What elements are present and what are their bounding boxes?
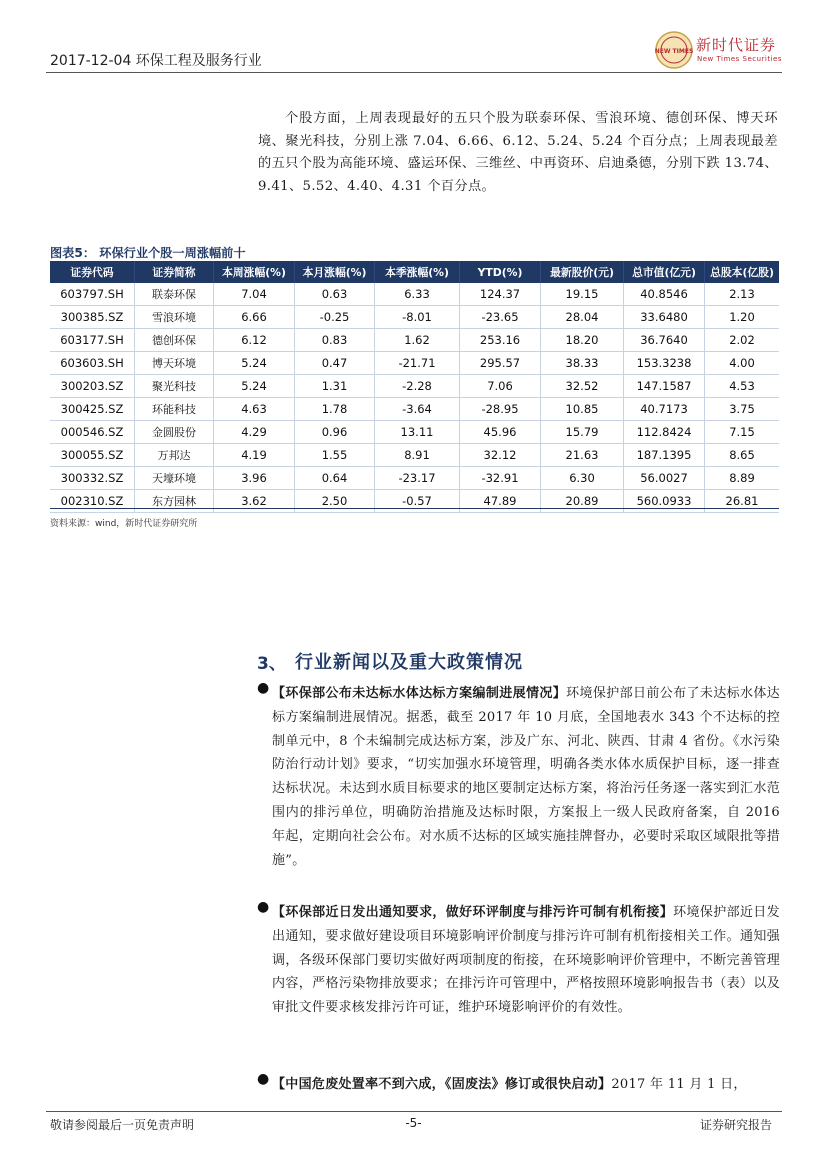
bullet-icon: ● <box>257 680 270 696</box>
table-row <box>50 398 779 421</box>
bullet-icon: ● <box>257 899 270 915</box>
news-item <box>272 1073 780 1097</box>
value-cell: 18.20 <box>541 329 624 352</box>
table-row <box>50 352 779 375</box>
stock-code-cell: 603797.SH <box>50 283 135 306</box>
value-cell: 8.65 <box>705 444 780 467</box>
column-header: 证券代码 <box>50 261 135 283</box>
value-cell: 5.24 <box>214 375 295 398</box>
news-item <box>272 682 780 872</box>
value-cell: 13.11 <box>375 421 460 444</box>
value-cell: 187.1395 <box>624 444 705 467</box>
value-cell: -3.64 <box>375 398 460 421</box>
stock-code-cell: 002310.SZ <box>50 490 135 513</box>
brand-name: 新时代证券 <box>696 36 777 54</box>
stock-code-cell: 300425.SZ <box>50 398 135 421</box>
value-cell: 8.89 <box>705 467 780 490</box>
value-cell: 4.19 <box>214 444 295 467</box>
value-cell: 32.12 <box>460 444 541 467</box>
stock-name-cell: 环能科技 <box>135 398 214 421</box>
stock-name-cell: 万邦达 <box>135 444 214 467</box>
value-cell: 6.30 <box>541 467 624 490</box>
value-cell: 0.63 <box>295 283 375 306</box>
news-item-title: 【中国危废处置率不到六成，《固废法》修订或很快启动】 <box>272 1077 612 1092</box>
stock-name-cell: 聚光科技 <box>135 375 214 398</box>
footer-disclaimer: 敬请参阅最后一页免责声明 <box>50 1118 195 1132</box>
value-cell: 4.29 <box>214 421 295 444</box>
value-cell: -2.28 <box>375 375 460 398</box>
value-cell: 40.8546 <box>624 283 705 306</box>
value-cell: 38.33 <box>541 352 624 375</box>
value-cell: 7.15 <box>705 421 780 444</box>
value-cell: 112.8424 <box>624 421 705 444</box>
stock-name-cell: 金圆股份 <box>135 421 214 444</box>
column-header: 证券简称 <box>135 261 214 283</box>
table-header-row <box>50 261 779 283</box>
value-cell: 26.81 <box>705 490 780 513</box>
value-cell: 0.83 <box>295 329 375 352</box>
logo-badge-icon <box>654 30 694 70</box>
value-cell: 124.37 <box>460 283 541 306</box>
stock-name-cell: 博天环境 <box>135 352 214 375</box>
value-cell: -23.17 <box>375 467 460 490</box>
value-cell: 5.24 <box>214 352 295 375</box>
value-cell: 7.06 <box>460 375 541 398</box>
value-cell: 3.62 <box>214 490 295 513</box>
column-header: 本季涨幅(%) <box>375 261 460 283</box>
value-cell: 28.04 <box>541 306 624 329</box>
table-row <box>50 375 779 398</box>
stock-name-cell: 德创环保 <box>135 329 214 352</box>
value-cell: 2.02 <box>705 329 780 352</box>
table-title: 图表5： 环保行业个股一周涨幅前十 <box>50 246 246 260</box>
value-cell: 0.64 <box>295 467 375 490</box>
column-header: 最新股价(元) <box>541 261 624 283</box>
value-cell: -21.71 <box>375 352 460 375</box>
value-cell: 1.62 <box>375 329 460 352</box>
bullet-icon: ● <box>257 1071 270 1087</box>
column-header: YTD(%) <box>460 261 541 283</box>
value-cell: 10.85 <box>541 398 624 421</box>
value-cell: 1.78 <box>295 398 375 421</box>
section-number: 3、 <box>257 654 286 674</box>
news-item-body: 环境保护部近日发出通知，要求做好建设项目环境影响评价制度与排污许可制有机衔接相关工作。通知强调，各级环保部门要切实做好两项制度的衔接，在环境影响评价管理中，不断完善管理内容，严格污染物排放要求；在排污许可管理中，严格按照环境影响报告书（表）以及审批文件要求核发排污许可证，维护环境影响评价的有效性。 <box>272 905 780 1016</box>
table-row <box>50 490 779 513</box>
section-title: 行业新闻以及重大政策情况 <box>295 652 523 673</box>
value-cell: 15.79 <box>541 421 624 444</box>
value-cell: 2.50 <box>295 490 375 513</box>
table-row <box>50 467 779 490</box>
value-cell: -28.95 <box>460 398 541 421</box>
column-header: 本月涨幅(%) <box>295 261 375 283</box>
stock-code-cell: 300385.SZ <box>50 306 135 329</box>
stock-name-cell: 天壕环境 <box>135 467 214 490</box>
value-cell: 560.0933 <box>624 490 705 513</box>
value-cell: -8.01 <box>375 306 460 329</box>
value-cell: 6.33 <box>375 283 460 306</box>
value-cell: 56.0027 <box>624 467 705 490</box>
brand-logo <box>654 30 782 70</box>
value-cell: 147.1587 <box>624 375 705 398</box>
value-cell: 20.89 <box>541 490 624 513</box>
news-item-body: 环境保护部日前公布了未达标水体达标方案编制进展情况。据悉，截至 2017 年 10 月底，全国地表水 343 个不达标的控制单元中，8 个未编制完成达标方案，涉及广东、河北、陕西、甘肃 4 省份。《水污染防治行动计划》要求，“切实加强水环境管理，明确各类水体水质保护目标，逐一排查达标状况。未达到水质目标要求的地区要制定达标方案，将治污任务逐一落实到汇水范围内的排污单位，明确防治措施及达标时限，方案报上一级人民政府备案，自 2016 年起，定期向社会公布。对水质不达标的区域实施挂牌督办，必要时采取区域限批等措施”。 <box>272 686 780 868</box>
value-cell: 253.16 <box>460 329 541 352</box>
table-row <box>50 283 779 306</box>
news-item-title: 【环保部近日发出通知要求，做好环评制度与排污许可制有机衔接】 <box>272 905 674 920</box>
value-cell: 36.7640 <box>624 329 705 352</box>
value-cell: 153.3238 <box>624 352 705 375</box>
footer-divider <box>46 1111 782 1112</box>
value-cell: 1.20 <box>705 306 780 329</box>
value-cell: 7.04 <box>214 283 295 306</box>
value-cell: 40.7173 <box>624 398 705 421</box>
value-cell: 2.13 <box>705 283 780 306</box>
value-cell: 45.96 <box>460 421 541 444</box>
value-cell: -0.57 <box>375 490 460 513</box>
value-cell: 0.96 <box>295 421 375 444</box>
stock-name-cell: 东方园林 <box>135 490 214 513</box>
value-cell: 19.15 <box>541 283 624 306</box>
value-cell: 21.63 <box>541 444 624 467</box>
top-ten-stocks-table <box>50 261 779 513</box>
stock-code-cell: 300332.SZ <box>50 467 135 490</box>
table-bottom-rule <box>50 508 779 509</box>
stock-name-cell: 联泰环保 <box>135 283 214 306</box>
footer-report-type: 证券研究报告 <box>700 1118 773 1132</box>
news-item-title: 【环保部公布未达标水体达标方案编制进展情况】 <box>272 686 567 701</box>
news-item <box>272 901 780 1020</box>
value-cell: 32.52 <box>541 375 624 398</box>
header-date-industry: 2017-12-04 环保工程及服务行业 <box>50 53 262 69</box>
value-cell: 0.47 <box>295 352 375 375</box>
column-header: 总市值(亿元) <box>624 261 705 283</box>
table-row <box>50 421 779 444</box>
stock-name-cell: 雪浪环境 <box>135 306 214 329</box>
value-cell: 47.89 <box>460 490 541 513</box>
stock-code-cell: 000546.SZ <box>50 421 135 444</box>
table-row <box>50 329 779 352</box>
brand-english-name: New Times Securities <box>697 55 782 63</box>
value-cell: 4.53 <box>705 375 780 398</box>
value-cell: -23.65 <box>460 306 541 329</box>
page-number: -5- <box>405 1116 422 1130</box>
value-cell: 3.75 <box>705 398 780 421</box>
table-row <box>50 306 779 329</box>
value-cell: 1.31 <box>295 375 375 398</box>
header-divider <box>46 72 782 73</box>
value-cell: -32.91 <box>460 467 541 490</box>
stock-code-cell: 603177.SH <box>50 329 135 352</box>
stock-code-cell: 300055.SZ <box>50 444 135 467</box>
value-cell: 33.6480 <box>624 306 705 329</box>
table-source-note: 资料来源：wind，新时代证券研究所 <box>50 519 198 529</box>
stock-performance-paragraph: 个股方面，上周表现最好的五只个股为联泰环保、雪浪环境、德创环保、博天环境、聚光科技，分别上涨 7.04、6.66、6.12、5.24、5.24 个百分点；上周表现最差的五只个股为高能环境、盛运环保、三维丝、中再资环、启迪桑德，分别下跌 13.74、9.41、5.52、4.40、4.31 个百分点。 <box>258 111 778 194</box>
logo-badge-text: NEW TIMES <box>654 48 694 55</box>
value-cell: 6.66 <box>214 306 295 329</box>
value-cell: 4.63 <box>214 398 295 421</box>
value-cell: 4.00 <box>705 352 780 375</box>
value-cell: 8.91 <box>375 444 460 467</box>
value-cell: 6.12 <box>214 329 295 352</box>
value-cell: 3.96 <box>214 467 295 490</box>
stock-code-cell: 300203.SZ <box>50 375 135 398</box>
stock-code-cell: 603603.SH <box>50 352 135 375</box>
value-cell: 1.55 <box>295 444 375 467</box>
news-item-body: 2017 年 11 月 1 日， <box>611 1077 747 1092</box>
value-cell: -0.25 <box>295 306 375 329</box>
column-header: 本周涨幅(%) <box>214 261 295 283</box>
table-row <box>50 444 779 467</box>
value-cell: 295.57 <box>460 352 541 375</box>
column-header: 总股本(亿股) <box>705 261 780 283</box>
